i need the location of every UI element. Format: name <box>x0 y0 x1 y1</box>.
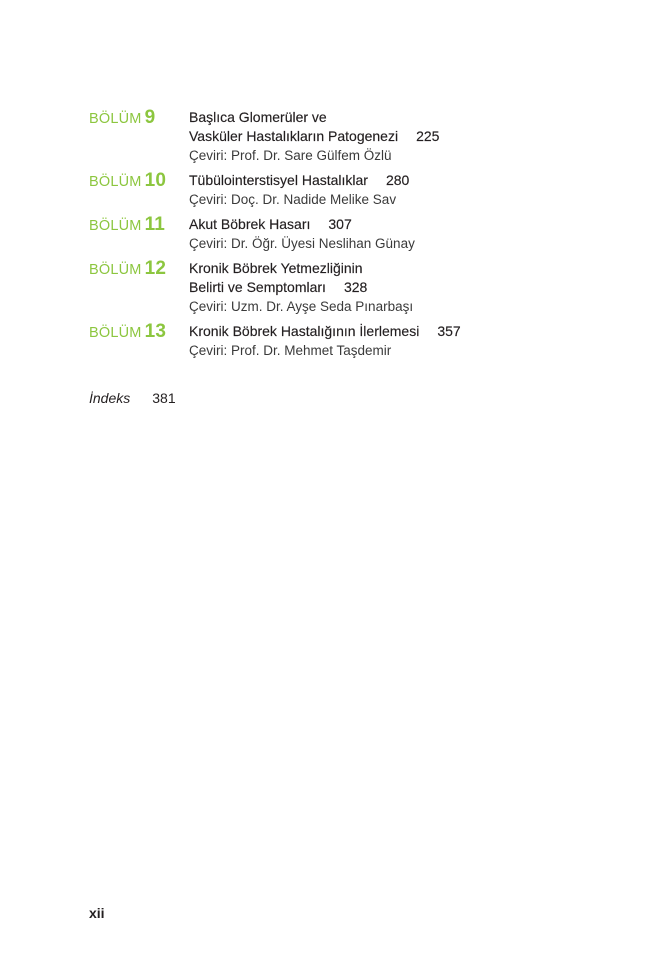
chapter-body <box>189 108 609 165</box>
chapter-word: BÖLÜM <box>89 174 142 190</box>
chapter-page-number: 280 <box>385 172 410 188</box>
chapter-word: BÖLÜM <box>89 262 142 278</box>
chapter-number: 10 <box>144 170 167 191</box>
chapter-label <box>89 322 189 360</box>
toc-entry-chapter-13 <box>89 322 609 360</box>
index-entry <box>89 389 176 408</box>
chapter-translator: Çeviri: Dr. Öğr. Üyesi Neslihan Günay <box>189 236 415 251</box>
toc-entry-chapter-10 <box>89 171 609 209</box>
chapter-translator: Çeviri: Uzm. Dr. Ayşe Seda Pınarbaşı <box>189 299 414 314</box>
chapter-title-line <box>189 127 609 146</box>
chapter-title-text: Vasküler Hastalıkların Patogenezi <box>189 128 399 144</box>
chapter-translator: Çeviri: Prof. Dr. Sare Gülfem Özlü <box>189 148 392 163</box>
chapter-body <box>189 259 609 316</box>
chapter-number: 11 <box>144 214 166 235</box>
page-folio: xii <box>89 905 105 921</box>
toc-entry-chapter-11 <box>89 215 609 253</box>
chapter-body <box>189 171 609 209</box>
chapter-title-text: Belirti ve Semptomları <box>189 279 326 295</box>
chapter-title-text: Kronik Böbrek Hastalığının İlerlemesi <box>189 323 420 339</box>
chapter-word: BÖLÜM <box>89 111 142 127</box>
chapter-title-text: Tübülointerstisyel Hastalıklar <box>189 172 368 188</box>
chapter-title-line <box>189 278 609 297</box>
chapter-label <box>89 215 189 253</box>
toc-entry-chapter-9 <box>89 108 609 165</box>
chapter-label <box>89 108 189 165</box>
chapter-number: 13 <box>144 321 167 342</box>
chapter-number: 12 <box>144 258 167 279</box>
chapter-title-line <box>189 215 609 234</box>
chapter-title-text: Akut Böbrek Hasarı <box>189 216 311 232</box>
chapter-body <box>189 215 609 253</box>
chapter-page-number: 357 <box>437 323 461 339</box>
chapter-page-number: 328 <box>343 279 368 295</box>
chapter-translator: Çeviri: Doç. Dr. Nadide Melike Sav <box>189 192 397 207</box>
chapter-title-line <box>189 322 609 341</box>
toc-entry-chapter-12 <box>89 259 609 316</box>
table-of-contents <box>89 108 609 366</box>
chapter-label <box>89 259 189 316</box>
chapter-page-number: 225 <box>416 128 440 144</box>
chapter-title-line: Kronik Böbrek Yetmezliğinin <box>189 260 363 276</box>
index-page-number: 381 <box>152 390 176 406</box>
chapter-title-line <box>189 171 609 190</box>
chapter-title-line: Başlıca Glomerüler ve <box>189 109 327 125</box>
chapter-page-number: 307 <box>328 216 352 232</box>
chapter-word: BÖLÜM <box>89 325 142 341</box>
chapter-translator: Çeviri: Prof. Dr. Mehmet Taşdemir <box>189 343 392 358</box>
index-label: İndeks <box>89 390 131 406</box>
chapter-word: BÖLÜM <box>89 218 142 234</box>
chapter-body <box>189 322 609 360</box>
chapter-number: 9 <box>144 107 156 128</box>
chapter-label <box>89 171 189 209</box>
